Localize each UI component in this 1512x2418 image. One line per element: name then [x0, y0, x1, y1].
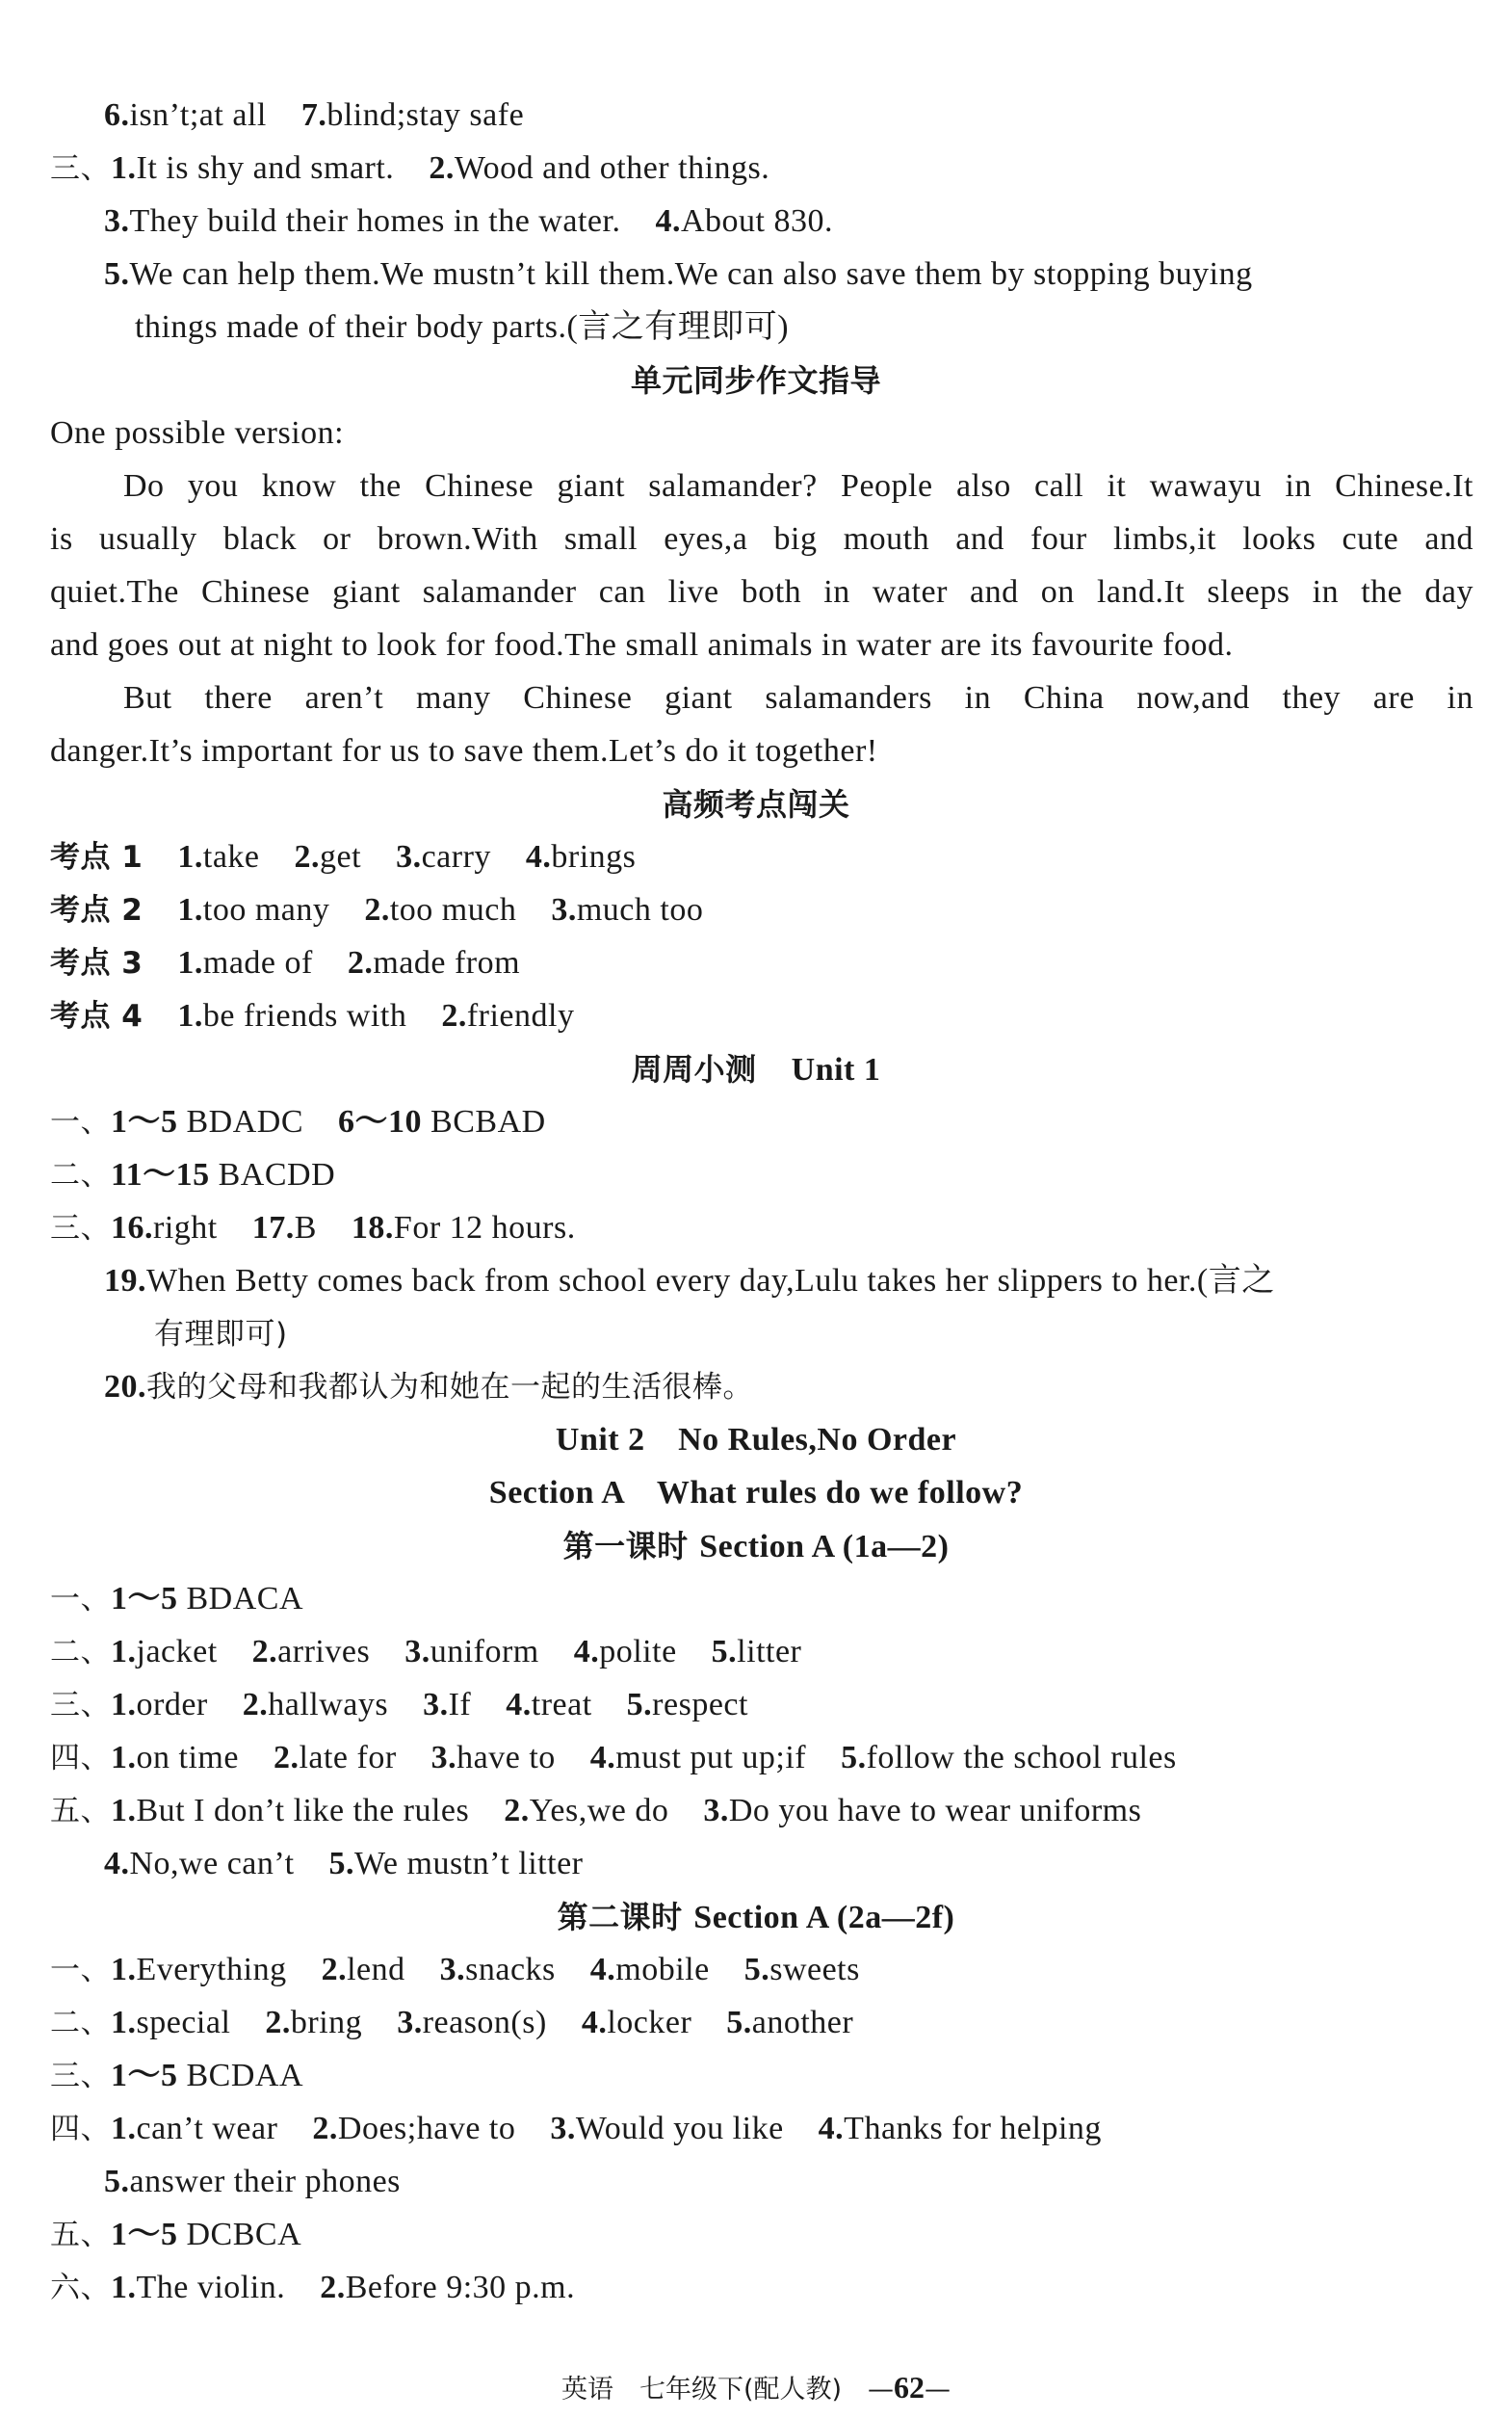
answer-line: 4.No,we can’t 5.We mustn’t litter	[104, 1846, 584, 1881]
answer-line: 5.answer their phones	[104, 2164, 401, 2199]
answer-line: 一、1～5 BDADC 6～10 BCBAD	[50, 1104, 546, 1140]
section-title: Section A What rules do we follow?	[488, 1475, 1024, 1511]
answer-line: 二、1.special 2.bring 3.reason(s) 4.locker 5.another	[50, 2005, 854, 2040]
essay-intro: One possible version:	[50, 415, 345, 451]
essay-line: is usually black or brown.With small eyes,a big mouth and four limbs,it looks cute and	[50, 521, 1473, 557]
answer-line: 6.isn’t;at all 7.blind;stay safe	[104, 97, 525, 133]
answer-line: 三、1.order 2.hallways 3.If 4.treat 5.respect	[50, 1687, 748, 1722]
answer-line: 有理即可)	[154, 1317, 288, 1352]
answer-line: 五、1.But I don’t like the rules 2.Yes,we do 3.Do you have to wear uniforms	[50, 1793, 1142, 1828]
lesson-heading: 第二课时 Section A (2a—2f)	[557, 1899, 955, 1935]
unit-title: Unit 2 No Rules,No Order	[555, 1422, 957, 1458]
answer-line: 三、1～5 BCDAA	[50, 2058, 304, 2093]
answer-line: 五、1～5 DCBCA	[50, 2217, 302, 2252]
section-heading-writing: 单元同步作文指导	[630, 362, 881, 399]
answer-line: 二、11～15 BACDD	[50, 1157, 336, 1193]
essay-line: Do you know the Chinese giant salamander? People also call it wawayu in Chinese.It	[123, 468, 1473, 504]
essay-line: quiet.The Chinese giant salamander can live both in water and on land.It sleeps in the day	[50, 574, 1473, 610]
answer-line: 考点 2 1.too many 2.too much 3.much too	[50, 892, 704, 928]
answer-line: 5.We can help them.We mustn’t kill them.We can also save them by stopping buying	[104, 256, 1253, 292]
answer-line: 考点 3 1.made of 2.made from	[50, 945, 521, 981]
section-heading-weekly: 周周小测 Unit 1	[631, 1051, 881, 1088]
answer-line: 一、1.Everything 2.lend 3.snacks 4.mobile 5.sweets	[50, 1952, 860, 1987]
answer-line: 考点 4 1.be friends with 2.friendly	[50, 998, 575, 1034]
lesson-heading: 第一课时 Section A (1a—2)	[562, 1528, 950, 1564]
answer-line: 3.They build their homes in the water. 4.About 830.	[104, 203, 833, 239]
essay-line: But there aren’t many Chinese giant salamanders in China now,and they are in	[123, 680, 1473, 716]
answer-line: 考点 1 1.take 2.get 3.carry 4.brings	[50, 839, 637, 875]
answer-line: 一、1～5 BDACA	[50, 1581, 304, 1616]
answer-line: things made of their body parts.(言之有理即可)	[135, 309, 790, 345]
essay-line: and goes out at night to look for food.The small animals in water are its favourite food.	[50, 627, 1234, 663]
page-footer: 英语 七年级下(配人教) —62—	[560, 2370, 952, 2405]
section-heading-kaodian: 高频考点闯关	[662, 786, 850, 823]
essay-line: danger.It’s important for us to save them.Let’s do it together!	[50, 733, 878, 769]
answer-line: 三、1.It is shy and smart. 2.Wood and other things.	[50, 150, 770, 186]
answer-line: 四、1.can’t wear 2.Does;have to 3.Would you like 4.Thanks for helping	[50, 2111, 1102, 2146]
page-number: 62	[894, 2370, 925, 2405]
answer-line: 19.When Betty comes back from school every day,Lulu takes her slippers to her.(言之	[104, 1263, 1275, 1299]
answer-line: 二、1.jacket 2.arrives 3.uniform 4.polite 5.litter	[50, 1634, 802, 1669]
answer-line: 六、1.The violin. 2.Before 9:30 p.m.	[50, 2270, 576, 2305]
answer-line: 20.我的父母和我都认为和她在一起的生活很棒。	[104, 1369, 753, 1405]
answer-line: 四、1.on time 2.late for 3.have to 4.must put up;if 5.follow the school rules	[50, 1740, 1177, 1775]
answer-line: 三、16.right 17.B 18.For 12 hours.	[50, 1210, 576, 1246]
